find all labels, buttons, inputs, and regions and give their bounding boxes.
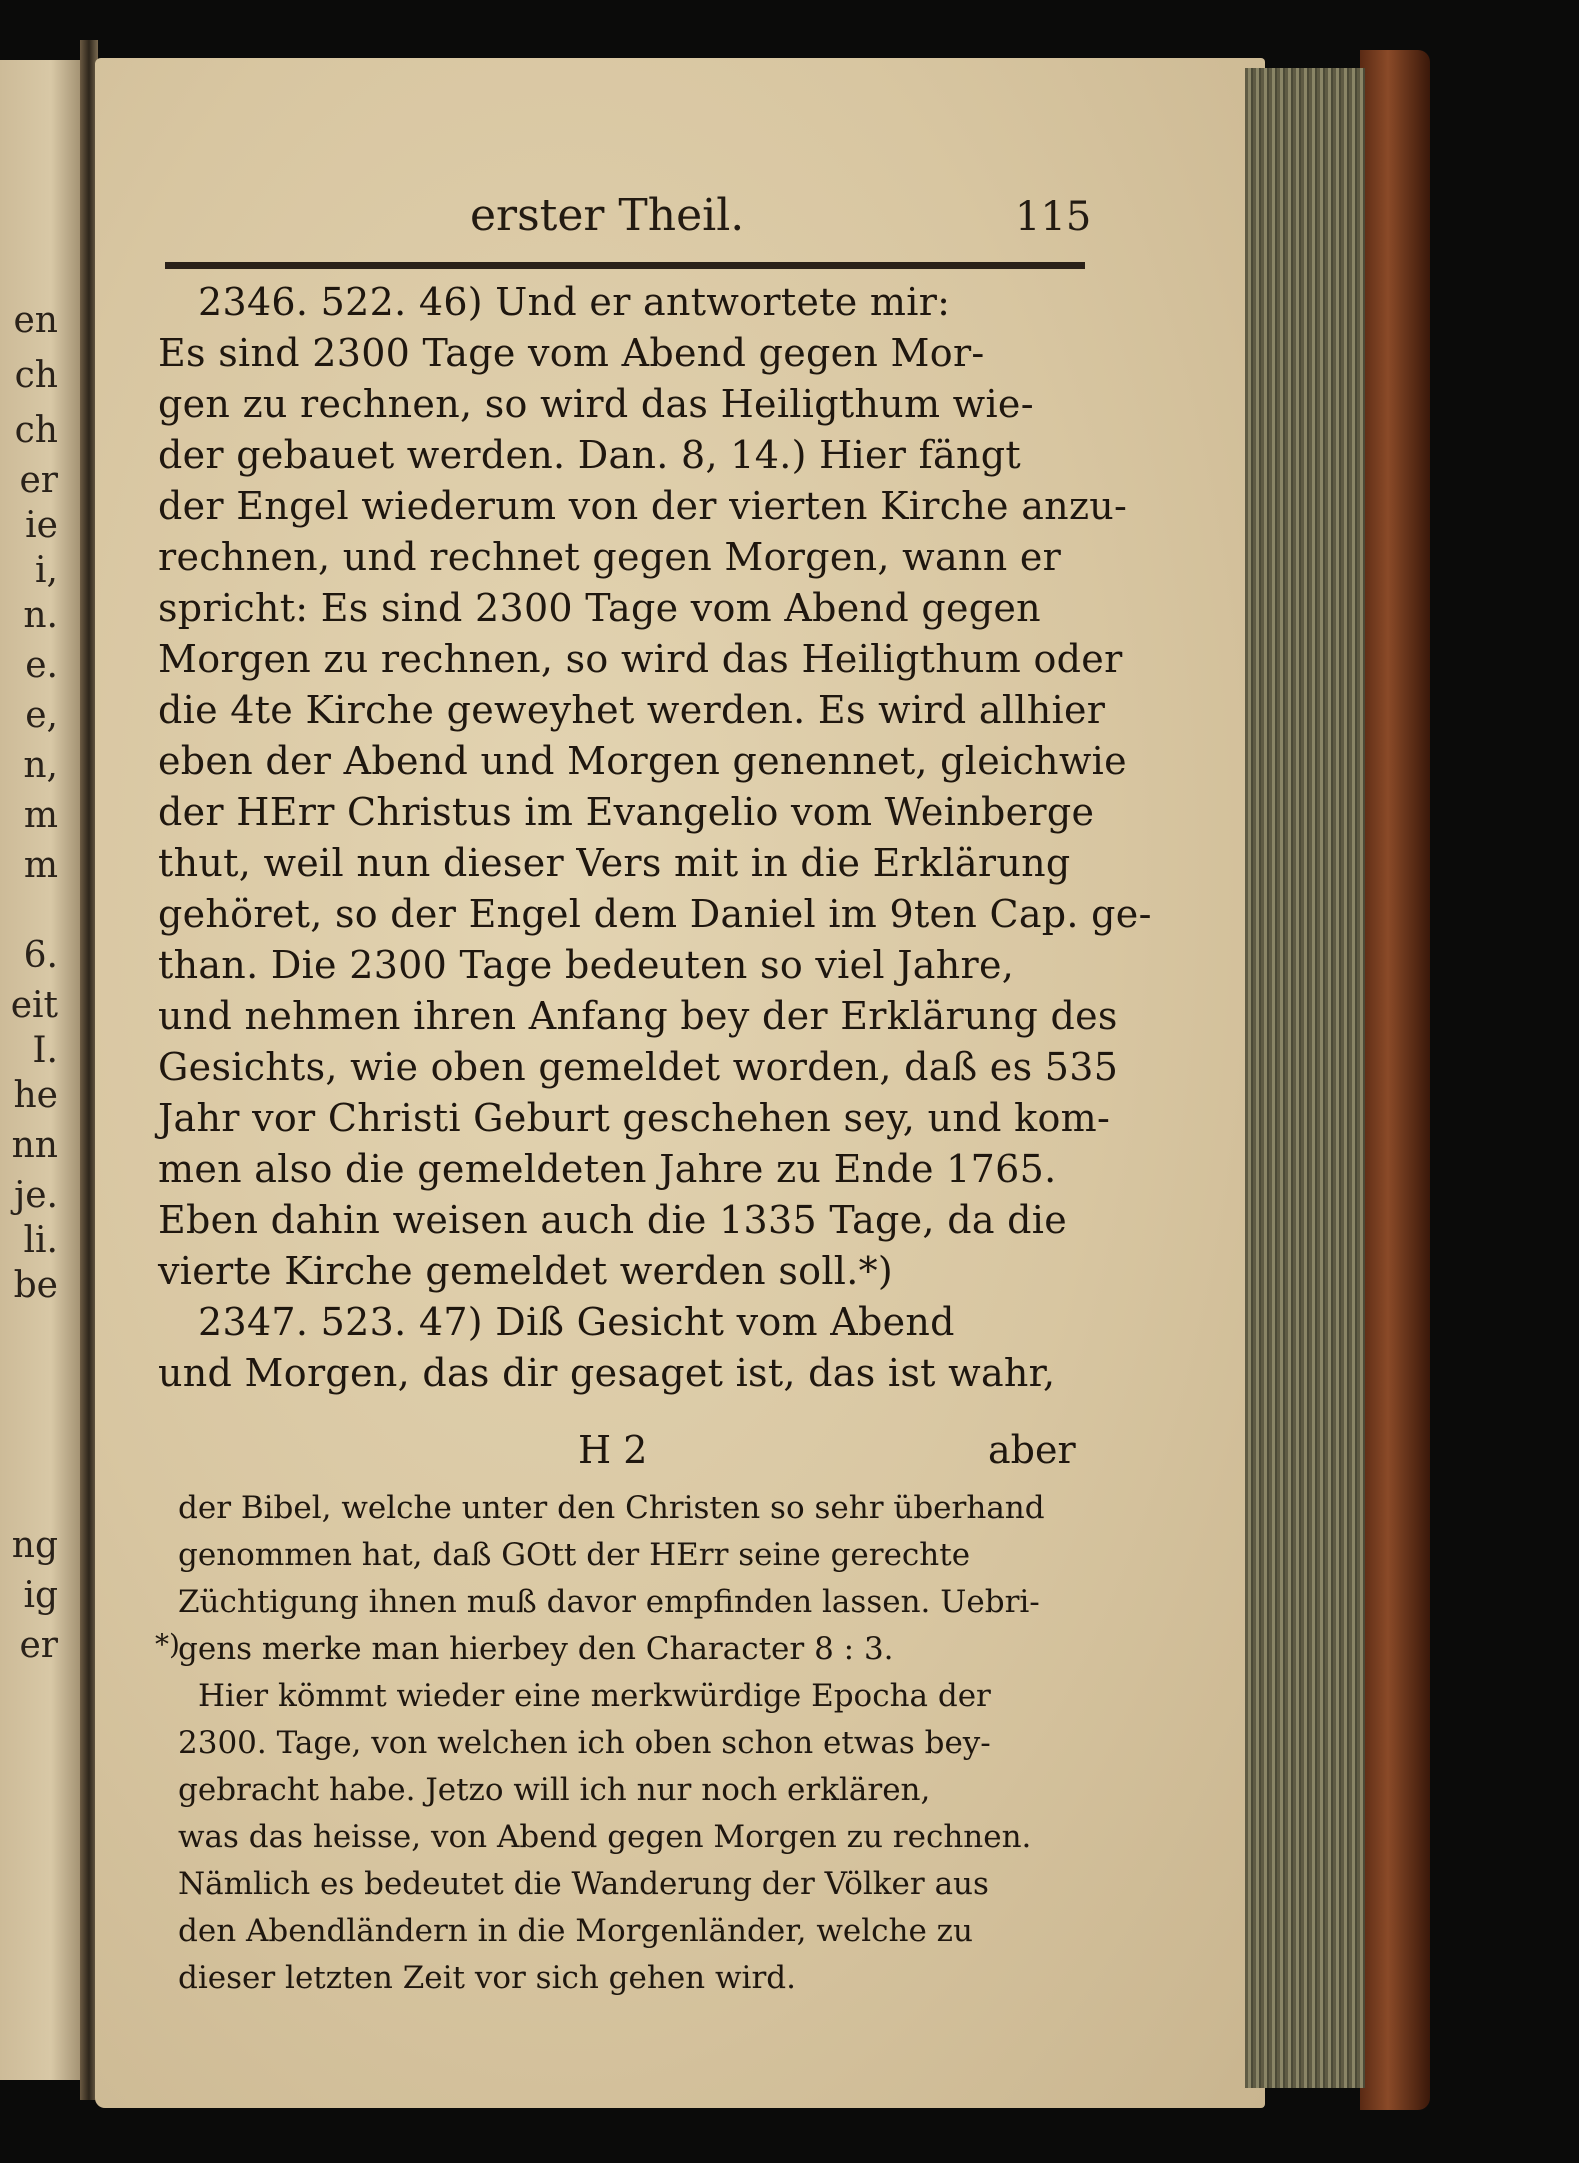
page-edges (1245, 68, 1365, 2088)
text-line: Eben dahin weisen auch die 1335 Tage, da die (158, 1198, 1068, 1242)
left-fragment: li. (23, 1220, 58, 1261)
text-line: der gebauet werden. Dan. 8, 14.) Hier fängt (158, 433, 1021, 477)
text-line: thut, weil nun dieser Vers mit in die Erklärung (158, 841, 1071, 885)
left-fragment: ch (14, 410, 58, 451)
book-cover-edge (1360, 50, 1430, 2110)
footnote-line: Nämlich es bedeutet die Wanderung der Völker aus (178, 1866, 989, 1902)
text-line: rechnen, und rechnet gegen Morgen, wann er (158, 535, 1062, 579)
text-line: than. Die 2300 Tage bedeuten so viel Jahre, (158, 943, 1015, 987)
text-line: und nehmen ihren Anfang bey der Erklärung des (158, 994, 1118, 1038)
text-block (158, 280, 1152, 2010)
footnote-line: den Abendländern in die Morgenländer, welche zu (178, 1913, 973, 1949)
footnote-line: genommen hat, daß GOtt der HErr seine gerechte (178, 1537, 971, 1573)
signature-mark: H 2 (578, 1428, 648, 1472)
footnote-line: gens merke man hierbey den Character 8 : 3. (178, 1631, 894, 1667)
running-head: erster Theil. (470, 190, 745, 241)
text-line: Morgen zu rechnen, so wird das Heiligthum oder (158, 637, 1123, 681)
left-fragment: je. (14, 1175, 58, 1216)
text-line: gen zu rechnen, so wird das Heiligthum wie- (158, 382, 1034, 426)
left-fragment: ng (11, 1525, 58, 1566)
text-line: der Engel wiederum von der vierten Kirche anzu- (158, 484, 1128, 528)
left-fragment: I. (32, 1030, 58, 1071)
text-line: Gesichts, wie oben gemeldet worden, daß es 535 (158, 1045, 1119, 1089)
footnote-line: gebracht habe. Jetzo will ich nur noch erklären, (178, 1772, 931, 1808)
left-fragment: m (23, 795, 58, 836)
footnote-line: was das heisse, von Abend gegen Morgen zu rechnen. (178, 1819, 1032, 1855)
left-fragment: er (19, 460, 58, 501)
footnote-line: Hier kömmt wieder eine merkwürdige Epocha der (198, 1678, 991, 1714)
left-fragment: he (13, 1075, 58, 1116)
left-fragment: e. (25, 645, 58, 686)
page-number: 115 (1015, 194, 1092, 240)
left-fragment: nn (11, 1125, 58, 1166)
left-fragment: ch (14, 355, 58, 396)
text-line: die 4te Kirche geweyhet werden. Es wird allhier (158, 688, 1106, 732)
left-fragment: er (19, 1625, 58, 1666)
left-fragment: 6. (23, 935, 58, 976)
left-fragment: i, (35, 550, 58, 591)
text-line: spricht: Es sind 2300 Tage vom Abend gegen (158, 586, 1041, 630)
footnote-line: 2300. Tage, von welchen ich oben schon etwas bey- (178, 1725, 991, 1761)
left-fragment: ie (25, 505, 58, 546)
text-line: eben der Abend und Morgen genennet, gleichwie (158, 739, 1127, 783)
left-fragment: en (13, 300, 58, 341)
page-header (470, 190, 1090, 250)
text-line: der HErr Christus im Evangelio vom Weinberge (158, 790, 1095, 834)
text-line: gehöret, so der Engel dem Daniel im 9ten Cap. ge- (158, 892, 1152, 936)
left-page-fragments (0, 60, 80, 2080)
left-fragment: be (13, 1265, 58, 1306)
header-rule (165, 262, 1085, 269)
footnote-line: der Bibel, welche unter den Christen so sehr überhand (178, 1490, 1045, 1526)
left-fragment: n. (23, 595, 58, 636)
text-line: 2347. 523. 47) Diß Gesicht vom Abend (198, 1300, 955, 1344)
text-line: men also die gemeldeten Jahre zu Ende 1765. (158, 1147, 1057, 1191)
text-line: und Morgen, das dir gesaget ist, das ist wahr, (158, 1351, 1056, 1395)
left-fragment: m (23, 845, 58, 886)
footnote-line: dieser letzten Zeit vor sich gehen wird. (178, 1960, 796, 1996)
footnote-line: Züchtigung ihnen muß davor empfinden lassen. Uebri- (178, 1584, 1040, 1620)
text-line: 2346. 522. 46) Und er antwortete mir: (198, 280, 951, 324)
text-line: Es sind 2300 Tage vom Abend gegen Mor- (158, 331, 985, 375)
text-line: vierte Kirche gemeldet werden soll.*) (158, 1249, 894, 1293)
text-line: Jahr vor Christi Geburt geschehen sey, und kom- (158, 1096, 1111, 1140)
left-fragment: n, (23, 745, 58, 786)
left-fragment: eit (10, 985, 58, 1026)
left-page-edge (0, 60, 85, 2080)
footnote-marker: *) (155, 1628, 180, 1661)
left-fragment: ig (23, 1575, 58, 1616)
left-fragment: e, (25, 695, 58, 736)
catchword: aber (988, 1428, 1076, 1472)
